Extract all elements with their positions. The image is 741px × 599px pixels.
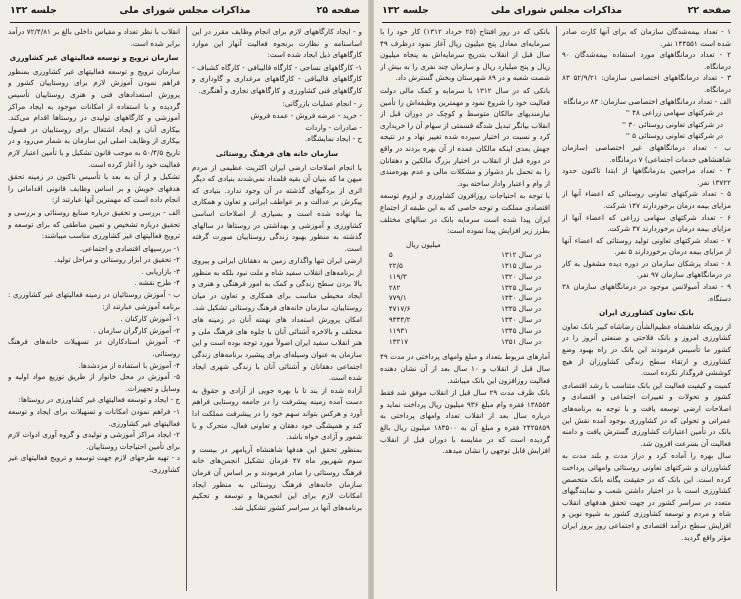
left-page-right-column — [192, 26, 362, 593]
paragraph: امکان پرورش استعداد های نهفته آنان در زمینه های مختلف و بالاخره آشنائی آنان با جلوه های فرهنگ ملی و هنر انقلاب سفید ایران اصولاً مورد توجه بوده است و این سازمان به عنوان وسیله‌ای برای پیشبرد برنامه‌های زندگی اجتماعی دهقانان و آشنائی آنان با زندگی شهری ایجاد شده است. — [192, 315, 362, 383]
table-row — [387, 261, 543, 272]
table-value-cell: ۱۳۲۱۷ — [388, 336, 409, 346]
left-header-rule — [10, 22, 360, 23]
paragraph: سازمان ترویج و توسعه فعالیتهای غیر کشاورزی بمنظور فراهم نمودن آموزش لازم برای روستاییان کشور و پرورش استعدادهای فنی و هنری روستاییان تأسیس گردیده و با استفاده از امکانات موجود به ایجاد مراکز آموزشی و کارگاههای تولیدی در روستاها اقدام می‌کند. بیکاری آنان و ایجاد اشتغال برای روستاییان در فصول بیکاری از وظایف اصلی این سازمان به شمار می‌رود و در تاریخ ۵۰/۴/۵ به موجب قانون تشکیل و با تأمین اعتبار لازم فعالیت خود را آغاز کرده است. — [8, 66, 180, 169]
list-item: ۹ - تعداد آمبولانس موجود در درمانگاههای سازمان ۳۸ دستگاه. — [562, 282, 731, 303]
capital-table-header: میلیون ریال — [406, 239, 441, 249]
table-year-cell: در سال ۱۳۳۵ — [501, 304, 542, 314]
table-value-cell: ۱۱۹/۳ — [388, 271, 407, 281]
right-page-title: مذاکرات مجلس شورای ملی — [491, 5, 622, 16]
left-page-left-column — [8, 26, 180, 593]
right-page-number: صفحه ۲۲ — [687, 5, 731, 16]
list-item: ۱- آموزش کارکنان . — [120, 314, 180, 324]
paragraph: سال بهره را آماده کرد و دراز مدت و بلند مدت به کشاورزان و شرکتهای تعاونی روستائی وامهائی پرداخت کرده است. این بانک که در حقیقت یگانه بانک متخصص کشاورزی است با در اختیار داشتن شعب و نمایندگیهای متعدد در سراسر کشور در جهت تحقق هدفهای انقلاب شاه و مردم و توسعه کشاورزی کشور به شیوه نوین و افزایش سطح درآمد اقتصادی و اجتماعی روز بروز ایران مؤثر واقع گردید. — [562, 451, 731, 542]
table-value-cell: ۷۷۹/۱ — [388, 293, 407, 303]
list-item: ۴ - تعداد مراجعین بدرمانگاهها از ابتدا تاکنون حدود ۱۳۷۲۲ نفر. — [562, 166, 731, 187]
section-heading: سازمان ترویج و توسعه فعالیتهای غیر کشاورزی — [9, 53, 179, 63]
table-year-cell: در سال ۱۳۱۵ — [501, 261, 542, 271]
list-item: ۱- بررسیهای اقتصادی و اجتماعی. — [79, 243, 180, 253]
left-page-title: مذاکرات مجلس شورای ملی — [119, 5, 251, 16]
list-item: ۵- آموزش در محل خانوار از طریق توزیع مواد اولیه و وسایل و تجهیزات. — [8, 372, 180, 393]
paragraph: آزاده شده از بند تا با بهره جویی از آزادی و حقوق به دست آمده زمینه پیشرفت را در جامعه روستایی فراهم آورد و هرکس بتواند سهم خود را در پیشرفت مملکت ادا کند و همیشگی خود دهقان و تعاونی فعال، متحرک و با شعور و آزادی خواه باشد. — [192, 385, 362, 442]
table-row — [387, 283, 543, 294]
right-column-divider — [556, 26, 557, 591]
paragraph: کمیت و کیفیت فعالیت این بانک متناسب با رشد اقتصادی کشور و تحولات و تغییرات اجتماعی و اقتصادی و اصلاحات ارضی توسعه یافت و با توجه به برنامه‌های عمرانی و تحولی که در کشاورزی بوجود آمده نقش این بانک در تأمین اعتبارات کشاورزی گسترش یافت و دامنه فعالیت آن بسرعت افزون شد. — [562, 380, 731, 448]
paragraph: الف - بررسی و تحقیق درباره صنایع روستائی و بررسی و تحقیق درباره تشخیص و تعیین مناطقی که برای توسعه و ترویج فعالیتهای غیر کشاورزی مناسب میباشند: — [8, 207, 180, 241]
paragraph: بمنظور تحقق این هدفها شاهنشاه آریامهر در بیست و سوم شهریور ماه ۴۷ فرمان تشکیل انجمن‌های خانه فرهنگ روستائی را صادر فرمودند و بر اساس آن فرمان سازمان خانه‌های فرهنگ روستائی به منظور ایجاد امکانات لازم برای این انجمن‌ها و توسعه و تحکیم برنامه‌های آنها در سراسر کشور تشکیل شد. — [192, 444, 362, 512]
capital-table — [387, 239, 543, 348]
paragraph: با انجام اصلاحات ارضی ایران اکثریت عظیمی از مردم میهن ما که بنیان آن بقیه قلمداد نمی‌شدند بنیادی که دیگر اثری از بردگیهای گذشته در آن وجود ندارد. بنیادی که پیکرش بر عدالت و بر عواطف ایرانی و تعاون و همکاری بنا نهاده شده است و بسیاری از اصلاحات اساسی کشاورزی و آموزشی و بهداشتی در روستاها در سالهای گذشته به منظور بهبود زندگی روستاییان صورت گرفته است. — [192, 162, 362, 253]
list-item: د - تهیه طرحهای لازم جهت توسعه و ترویج فعالیتهای غیر کشاورزی. — [8, 453, 180, 474]
list-item: ب - تعداد درمانگاههای غیر اختصاصی (سازمان شاهنشاهی خدمات اجتماعی) ۷ درمانگاه. — [562, 142, 731, 164]
paragraph: بانکی که در روز افتتاح (۲۵ خرداد ۱۳۱۲) کار خود را با سرمایه‌ای معادل پنج میلیون ریال آغاز نمود درظرف ۴۹ سال قبل از انقلاب بتدریج سرمایه‌اش به پنجاه میلیون ریال و پنج میلیارد ریال و سازمان چند نفری را به بیش از شصت شعبه و در ۸۹ شهرستان وبخش گسترش داد. — [380, 27, 550, 83]
paragraph: با توجه به احتیاجات روزافزون کشاورزی و لزوم توسعه اقتصادی مملکت و توجه خاصی که به این طبقه از اجتماع ایران پیدا شده است سرمایه بانک در سالهای مختلف بطرز زیر افزایش پیدا نموده است: — [380, 191, 550, 236]
table-year-cell: در سال ۱۳۲۵ — [501, 282, 542, 292]
section-heading: بانک تعاون کشاورزی ایران — [599, 308, 694, 318]
list-item: ۲ - تعداد درمانگاههای مورد استفاده بیمه‌شدگان ۹۰ درمانگاه. — [562, 50, 731, 71]
right-page-header — [382, 5, 731, 21]
right-header-rule — [382, 22, 731, 23]
list-item: در شرکتهای تعاونی روستائی ۵ '' — [625, 131, 723, 141]
left-page-header — [10, 5, 360, 21]
paragraph: و - ایجاد کارگاههای لازم برای انجام وظایف مقرر در این اساسنامه و نظارت برنحوه فعالیت آنهاز این موارد کارگاههای ذیل ایجاد شده است: — [192, 27, 362, 60]
right-page-session: جلسه ۱۳۲ — [382, 5, 429, 16]
table-row — [387, 272, 543, 283]
paragraph: ۱- کارگاههای نساجی - کارگاه قالیبافی - کارگاه کشباف - کارگاههای قالیبافی - کارگاههای مرغداری و گاوداری و کارگاههای فنی کشاورزی و کارگاههای نجاری و آهنگری. — [192, 62, 362, 95]
right-page-right-column — [562, 26, 731, 593]
list-item: ۸ - تعداد پزشکان سازمان در دوره دیده مشغول به کار در درمانگاههای سازمان ۹۷ نفر. — [562, 258, 731, 280]
paragraph: آمارهای مربوط بتعداد و مبلغ وامهای پرداختی در مدت ۴۹ سال قبل از انقلاب و ۱۰ سال بعد از آن نشان دهنده فعالیت روزافزون این بانک میباشد. — [380, 352, 550, 385]
list-item: - خرید - عرضه فروش - عمده فروش — [250, 111, 362, 121]
paragraph: ز - انجام عملیات بازرگانی: — [282, 98, 362, 108]
right-page-left-column — [380, 26, 550, 593]
table-row — [387, 250, 543, 261]
list-item: ۷ - تعداد شرکتهای تعاونی تولید روستائی که اعضاء آنها از مزایای بیمه درمان برخوردارند ۵ نفر. — [562, 235, 731, 257]
right-page — [372, 0, 741, 599]
list-item: در شرکتهای سهامی زراعی ۴۸ '' — [625, 108, 723, 118]
paragraph: بانکی که در سال ۱۳۱۲ با سرمایه و کمک مالی دولت فعالیت خود را شروع نمود و مهمترین وظیفه‌اش را تأمین نیازمندیهای مالکان متوسط و کوچک در دوران قبل از انقلاب بیانگر تبدیل شدگه قسمتی از سهام آن را خریداری کرد و نسبت در اختیار سپرده شده تغییر نهاد و در نتیجه جهش بعدی اینکه مالکان عمده از آن بهره بردند در واقع در دوره قبل از انقلاب در اختیار بزرگ مالکین و دهقانان را به تحمل بار دشوار و مشکلات مالی و عدم بهره‌مندی از وام و اعتبار وادار ساخته بود. — [380, 85, 550, 188]
table-value-cell: ۹۳۳۴/۲ — [388, 315, 411, 325]
left-column-divider — [186, 26, 187, 591]
list-item: ۳- بازاریابی . — [141, 266, 180, 276]
table-year-cell: در سال ۱۳۴۰ — [501, 315, 542, 325]
left-page-session: جلسه ۱۳۲ — [10, 5, 57, 16]
list-item: در شرکتهای تعاونی روستائی ۳۰ '' — [622, 119, 723, 129]
table-year-cell: در سال ۱۳۵۱ — [501, 336, 542, 346]
paragraph: بانک ظرف مدت ۲۹ سال قبل از انقلاب موفق شد فقط ۱۳۸۵۵۴ فقره وام مبلغ ۹۳۶ میلیون ریال پرداخت نماید و درباره سال بعد از انقلاب تعداد وامهای پرداختی به ۲۴۲۵۸۵۹ فقره و مبلغ آن به ۱۸۳۵۰۰ میلیون ریال بالغ گردیده است که در مقایسه با دوران قبل از انقلاب افزایش قابل توجهی را نشان میدهد. — [380, 388, 550, 456]
list-item: ۲- آموزش کارگران سازمان . — [93, 325, 180, 335]
table-year-cell: در سال ۱۳۴۵ — [501, 325, 542, 335]
table-row — [387, 315, 543, 326]
list-item: ۳ - تعداد درمانگاههای اختصاصی سازمان: ۵۲/۹/۲۱ ۸۳ درمانگاه. — [562, 73, 731, 94]
list-item: ۲- ایجاد مراکز آموزشی و تولیدی و گروه آوری ادوات لازم برای تأمین احتیاجات روستاییان. — [8, 430, 180, 451]
loan-stats-text — [380, 351, 550, 456]
table-row — [387, 293, 543, 304]
table-year-cell: در سال ۱۳۳۰ — [501, 293, 542, 303]
list-item: ج - ایجاد و توسعه فعالیتهای غیر کشاورزی در روستاها: — [18, 395, 180, 405]
paragraph: انقلاب با نظر تعداد و مقیاس داخلی بالغ بر ۷۲/۴/۸۱ درآمد برابر شده است. — [8, 27, 180, 48]
list-item: ۶ - تعداد شرکتهای سهامی زراعی که اعضاء آنها از مزایای بیمه درمان برخوردارند ۳۷ شرکت. — [562, 212, 731, 234]
table-year-cell: در سال ۱۳۱۲ — [501, 250, 542, 260]
table-value-cell: ۲۲/۵ — [388, 261, 403, 271]
list-item: ۱ - تعداد بیمه‌شدگان سازمان که برای آنها کارت صادر شده است ۱۴۴۵۵۱ نفر. — [562, 27, 731, 48]
left-page — [0, 0, 370, 599]
list-item: ۴- آموزش با استفاده از مزدشدها. — [78, 360, 180, 370]
paragraph: از روزیکه شاهنشاه عظیم‌الشأن رضاشاه کبیر بانک تعاون کشاورزی امروز و بانک فلاحتی و صنعتی آنروز را در کشور ما تأسیس فرمودند این بانک در راه بهبود وضع کشاورزی و ارتقاء سطح زندگی کشاورزان از هیچ کوششی فروگذار نکرده است. — [562, 321, 731, 378]
table-row — [387, 337, 543, 348]
table-value-cell: ۲۸۲ — [388, 282, 401, 292]
table-row — [387, 326, 543, 337]
list-item: ۳- آموزش استادکاران در تسهیلات خانه‌های فرهنگ روستائی. — [8, 337, 180, 359]
list-item: ۵ - تعداد شرکتهای تعاونی روستائی که اعضاء آنها از مزایای بیمه درمان برخوردارند ۱۴۷ شرکت. — [562, 189, 731, 210]
paragraph: ارضی ایران تنها واگذاری زمین به دهقانان ایرانی و پیروی از برنامه‌های انقلاب سفید شاه و ملت نبود بلکه به منظور بالا بردن سطح زندگی و کمک به امور فرهنگی و هنری و ایجاد محیطی مناسب برای همکاری و تعاون در میان روستاییان، سازمان خانه‌های فرهنگ روستائی تشکیل شد. — [192, 256, 362, 312]
list-item: ۱- فراهم نمودن امکانات و تسهیلات برای ایجاد و توسعه فعالیتهای غیر کشاورزی. — [8, 407, 180, 428]
paragraph: تشکیل و از آن به بعد با تأسیس تاکنون در زمینه تحقق هدفهای خویش و بر اساس وظایف قانونی اقداماتی را انجام داده است که مهمترین آنها عبارتند از: — [8, 172, 180, 205]
table-year-cell: در سال ۱۳۲۰ — [501, 271, 542, 281]
table-value-cell: ۴۷۱۷/۶ — [388, 304, 411, 314]
bank-history-text — [380, 26, 550, 237]
table-value-cell: ۱۱۹۳۱ — [388, 325, 409, 335]
list-item: ۴- طرح نقشه . — [134, 278, 180, 288]
table-value-cell: ۵ — [388, 250, 393, 260]
list-item: - صادرات - واردات — [305, 122, 362, 132]
table-row — [387, 304, 543, 315]
list-item: ۲- تحقیق در ابزار روستائی و مراحل تولید. — [54, 255, 180, 265]
list-item: الف - تعداد درمانگاههای اختصاصی سازمان: ۸۳ درمانگاه — [563, 96, 731, 106]
left-page-number: صفحه ۲۵ — [316, 5, 360, 16]
section-heading: سازمان خانه های فرهنگ روستائی — [215, 148, 339, 158]
paragraph: ب - آموزش روستائیان در زمینه فعالیتهای غیر کشاورزی : برنامه آموزشی عبارتند از: — [8, 290, 180, 311]
list-item: ح - ایجاد نمایشگاه. — [304, 134, 362, 144]
